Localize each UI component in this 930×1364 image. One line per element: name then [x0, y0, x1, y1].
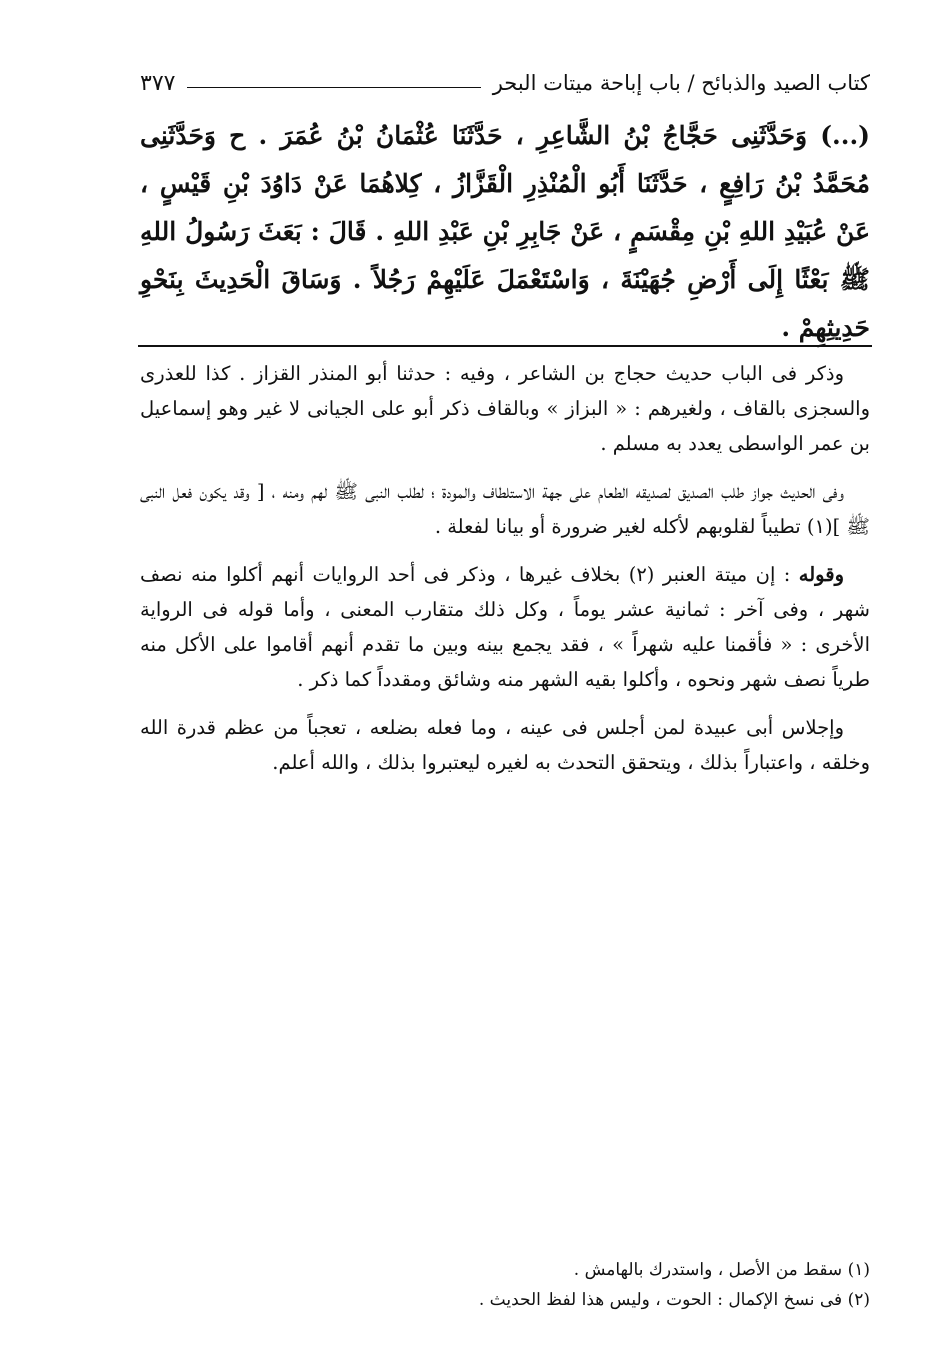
footnote-1: (١) سقط من الأصل ، واستدرك بالهامش .: [573, 1260, 870, 1280]
page-number: ٣٧٧: [140, 70, 176, 96]
commentary-paragraph-2: وفى الحديث جواز طلب الصديق لصديقه الطعام على جهة الاستلطاف والمودة ؛ لطلب النبى ﷺ لهم ومنه ، [ وقد يكون فعل النبى ﷺ ](١) تطيباً لقلوبهم لأكله لغير ضرورة أو بيانا لفعلة .: [140, 480, 870, 538]
section-divider: [138, 345, 872, 347]
commentary-paragraph-1: وذكر فى الباب حديث حجاج بن الشاعر ، وفيه : حدثنا أبو المنذر القزاز . كذا للعذرى والسجزى بالقاف ، ولغيرهم : « البزاز » وبالقاف ذكر أبو على الجيانى لا غير وهو إسماعيل بن عمر الواسطى يعدد به مسلم .: [140, 362, 870, 455]
page-header: [140, 66, 870, 100]
hadith-text-block: [140, 112, 870, 352]
header-rule: [187, 87, 480, 88]
commentary-lead-word: وقوله: [798, 563, 844, 586]
running-title: كتاب الصيد والذبائح / باب إباحة ميتات البحر: [492, 71, 870, 95]
footnote-2: (٢) فى نسخ الإكمال : الحوت ، وليس هذا لفظ الحديث .: [478, 1290, 870, 1310]
commentary-paragraph-3: [140, 557, 870, 697]
commentary-paragraph-4: وإجلاس أبى عبيدة لمن أجلس فى عينه ، وما فعله بضلعه ، تعجباً من عظم قدرة الله وخلقه ، واعتباراً بذلك ، ويتحقق التحدث به لغيره ليعتبروا بذلك ، والله أعلم.: [140, 716, 870, 774]
commentary-block: [140, 356, 870, 793]
hadith-paragraph: (...) وَحَدَّثَنِى حَجَّاجُ بْنُ الشَّاعِرِ ، حَدَّثَنَا عُثْمَانُ بْنُ عُمَرَ . ح وَحَدَّثَنِى مُحَمَّدُ بْنُ رَافِعٍ ، حَدَّثَنَا أَبُو الْمُنْذِرِ الْقَزَّازُ ، كِلاهُمَا عَنْ دَاوُدَ بْنِ قَيْسٍ ، عَنْ عُبَيْدِ اللهِ بْنِ مِقْسَمٍ ، عَنْ جَابِرِ بْنِ عَبْدِ اللهِ . قَالَ : بَعَثَ رَسُولُ اللهِ ﷺ بَعْثًا إِلَى أَرْضِ جُهَيْنَةَ ، وَاسْتَعْمَلَ عَلَيْهِمْ رَجُلاً . وَسَاقَ الْحَدِيثَ بِنَحْوِ حَدِيثِهِمْ .: [140, 121, 870, 342]
commentary-paragraph-3-text: : إن ميتة العنبر (٢) بخلاف غيرها ، وذكر فى أحد الروايات أنهم أكلوا منه نصف شهر ، وفى آخر : ثمانية عشر يوماً ، وكل ذلك متقارب المعنى ، وأما قوله فى الرواية الأخرى : « فأقمنا عليه شهراً » ، فقد يجمع بينه وبين ما تقدم أنهم أقاموا على الأكل منه طرياً نصف شهر ونحوه ، وأكلوا بقيه الشهر منه وشائق ومقدداً كما ذكر .: [140, 563, 870, 691]
footnotes-block: [440, 1255, 870, 1315]
